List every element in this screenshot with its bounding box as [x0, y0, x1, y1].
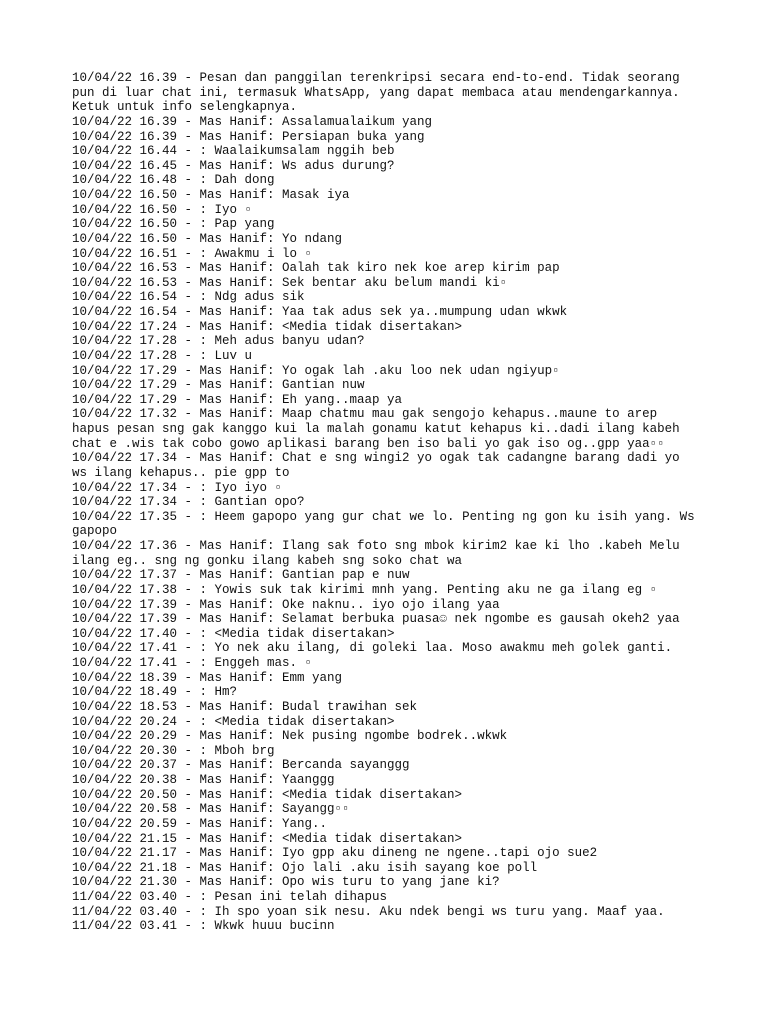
- chat-log-line: 10/04/22 17.28 - : Meh adus banyu udan?: [72, 334, 365, 349]
- chat-log-line: 10/04/22 17.41 - : Yo nek aku ilang, di goleki laa. Moso awakmu meh golek ganti.: [72, 641, 673, 656]
- chat-log-line: 10/04/22 16.50 - Mas Hanif: Masak iya: [72, 188, 350, 202]
- chat-log-line: ws ilang kehapus.. pie gpp to: [72, 465, 290, 480]
- chat-log-line: 10/04/22 21.30 - Mas Hanif: Opo wis turu to yang jane ki?: [72, 875, 500, 890]
- chat-log-line: 10/04/22 17.41 - : Enggeh mas. ▫: [72, 656, 313, 670]
- chat-log-line: 10/04/22 16.45 - Mas Hanif: Ws adus durung?: [72, 158, 395, 173]
- chat-log-line: 10/04/22 16.48 - : Dah dong: [72, 173, 275, 188]
- chat-log-line: 10/04/22 17.35 - : Heem gapopo yang gur chat we lo. Penting ng gon ku isih yang. Ws: [72, 509, 695, 524]
- chat-log-line: 10/04/22 16.51 - : Awakmu i lo ▫: [72, 246, 313, 261]
- chat-log-line: ilang eg.. sng ng gonku ilang kabeh sng soko chat wa: [72, 553, 463, 568]
- chat-log-line: 10/04/22 16.39 - Pesan dan panggilan terenkripsi secara end-to-end. Tidak seorang: [72, 71, 680, 85]
- chat-log-line: 10/04/22 16.50 - Mas Hanif: Yo ndang: [72, 231, 343, 246]
- chat-log-line: 10/04/22 21.15 - Mas Hanif: <Media tidak disertakan>: [72, 831, 463, 846]
- chat-log-line: 11/04/22 03.41 - : Wkwk huuu bucinn: [72, 919, 335, 934]
- chat-log-line: 10/04/22 17.24 - Mas Hanif: <Media tidak disertakan>: [72, 319, 463, 334]
- chat-log-line: 10/04/22 17.34 - : Iyo iyo ▫: [72, 480, 283, 495]
- chat-log-line: 10/04/22 16.53 - Mas Hanif: Oalah tak kiro nek koe arep kirim pap: [72, 261, 560, 276]
- chat-log-line: 10/04/22 18.49 - : Hm?: [72, 685, 238, 700]
- chat-log-line: 10/04/22 18.39 - Mas Hanif: Emm yang: [72, 670, 343, 685]
- chat-log-line: 10/04/22 18.53 - Mas Hanif: Budal trawihan sek: [72, 699, 418, 714]
- chat-log-line: 10/04/22 20.58 - Mas Hanif: Sayangg▫▫: [72, 802, 350, 817]
- chat-log-line: 10/04/22 16.39 - Mas Hanif: Persiapan buka yang: [72, 129, 425, 144]
- chat-log-line: 10/04/22 17.28 - : Luv u: [72, 348, 253, 363]
- chat-log-line: 10/04/22 16.50 - : Pap yang: [72, 217, 275, 232]
- chat-log-line: 10/04/22 17.34 - : Gantian opo?: [72, 495, 305, 510]
- chat-log-line: 10/04/22 20.30 - : Mboh brg: [72, 743, 275, 758]
- chat-log-line: 10/04/22 21.17 - Mas Hanif: Iyo gpp aku dineng ne ngene..tapi ojo sue2: [72, 846, 598, 861]
- chat-log-line: 10/04/22 17.40 - : <Media tidak disertakan>: [72, 626, 395, 641]
- chat-log-line: pun di luar chat ini, termasuk WhatsApp, yang dapat membaca atau mendengarkannya.: [72, 85, 680, 100]
- chat-log-line: 10/04/22 17.34 - Mas Hanif: Chat e sng wingi2 yo ogak tak cadangne barang dadi yo: [72, 451, 680, 466]
- chat-export-text: [72, 71, 712, 934]
- chat-log-line: hapus pesan sng gak kanggo kui la malah gonamu katut kehapus ki..dadi ilang kabeh: [72, 422, 680, 436]
- chat-log-line: 10/04/22 20.29 - Mas Hanif: Nek pusing ngombe bodrek..wkwk: [72, 729, 508, 744]
- chat-log-line: 10/04/22 21.18 - Mas Hanif: Ojo lali .aku isih sayang koe poll: [72, 860, 538, 875]
- chat-log-line: 10/04/22 17.37 - Mas Hanif: Gantian pap e nuw: [72, 568, 410, 583]
- chat-log-line: 11/04/22 03.40 - : Pesan ini telah dihapus: [72, 890, 388, 904]
- chat-log-line: 10/04/22 16.54 - : Ndg adus sik: [72, 290, 305, 305]
- chat-log-line: 10/04/22 16.50 - : Iyo ▫: [72, 202, 253, 217]
- chat-log-line: 10/04/22 20.38 - Mas Hanif: Yaanggg: [72, 773, 335, 787]
- chat-log-line: 10/04/22 17.39 - Mas Hanif: Oke naknu.. iyo ojo ilang yaa: [72, 597, 500, 612]
- chat-log-line: 10/04/22 17.36 - Mas Hanif: Ilang sak foto sng mbok kirim2 kae ki lho .kabeh Melu: [72, 539, 680, 553]
- chat-log-line: 10/04/22 17.39 - Mas Hanif: Selamat berbuka puasa☺ nek ngombe es gausah okeh2 yaa: [72, 612, 680, 627]
- chat-log-line: 10/04/22 20.50 - Mas Hanif: <Media tidak disertakan>: [72, 787, 463, 802]
- chat-log-line: 10/04/22 17.29 - Mas Hanif: Eh yang..maap ya: [72, 392, 403, 407]
- chat-log-line: 10/04/22 20.37 - Mas Hanif: Bercanda sayanggg: [72, 758, 410, 773]
- chat-log-line: 10/04/22 16.54 - Mas Hanif: Yaa tak adus sek ya..mumpung udan wkwk: [72, 305, 568, 319]
- chat-log-line: 10/04/22 16.39 - Mas Hanif: Assalamualaikum yang: [72, 114, 433, 129]
- chat-log-line: 10/04/22 17.38 - : Yowis suk tak kirimi mnh yang. Penting aku ne ga ilang eg ▫: [72, 582, 658, 597]
- chat-log-line: 10/04/22 20.59 - Mas Hanif: Yang..: [72, 816, 328, 831]
- chat-log-line: 10/04/22 17.32 - Mas Hanif: Maap chatmu mau gak sengojo kehapus..maune to arep: [72, 407, 658, 422]
- chat-log-line: Ketuk untuk info selengkapnya.: [72, 100, 298, 115]
- chat-log-line: gapopo: [72, 524, 118, 539]
- chat-log-line: 10/04/22 17.29 - Mas Hanif: Gantian nuw: [72, 378, 365, 393]
- chat-log-line: 10/04/22 17.29 - Mas Hanif: Yo ogak lah .aku loo nek udan ngiyup▫: [72, 363, 560, 378]
- chat-log-line: chat e .wis tak cobo gowo aplikasi barang ben iso bali yo gak iso og..gpp yaa▫▫: [72, 436, 665, 451]
- chat-log-line: 11/04/22 03.40 - : Ih spo yoan sik nesu. Aku ndek bengi ws turu yang. Maaf yaa.: [72, 904, 665, 919]
- chat-log-line: 10/04/22 16.44 - : Waalaikumsalam nggih beb: [72, 144, 395, 159]
- chat-log-line: 10/04/22 16.53 - Mas Hanif: Sek bentar aku belum mandi ki▫: [72, 275, 508, 290]
- chat-log-line: 10/04/22 20.24 - : <Media tidak disertakan>: [72, 714, 395, 729]
